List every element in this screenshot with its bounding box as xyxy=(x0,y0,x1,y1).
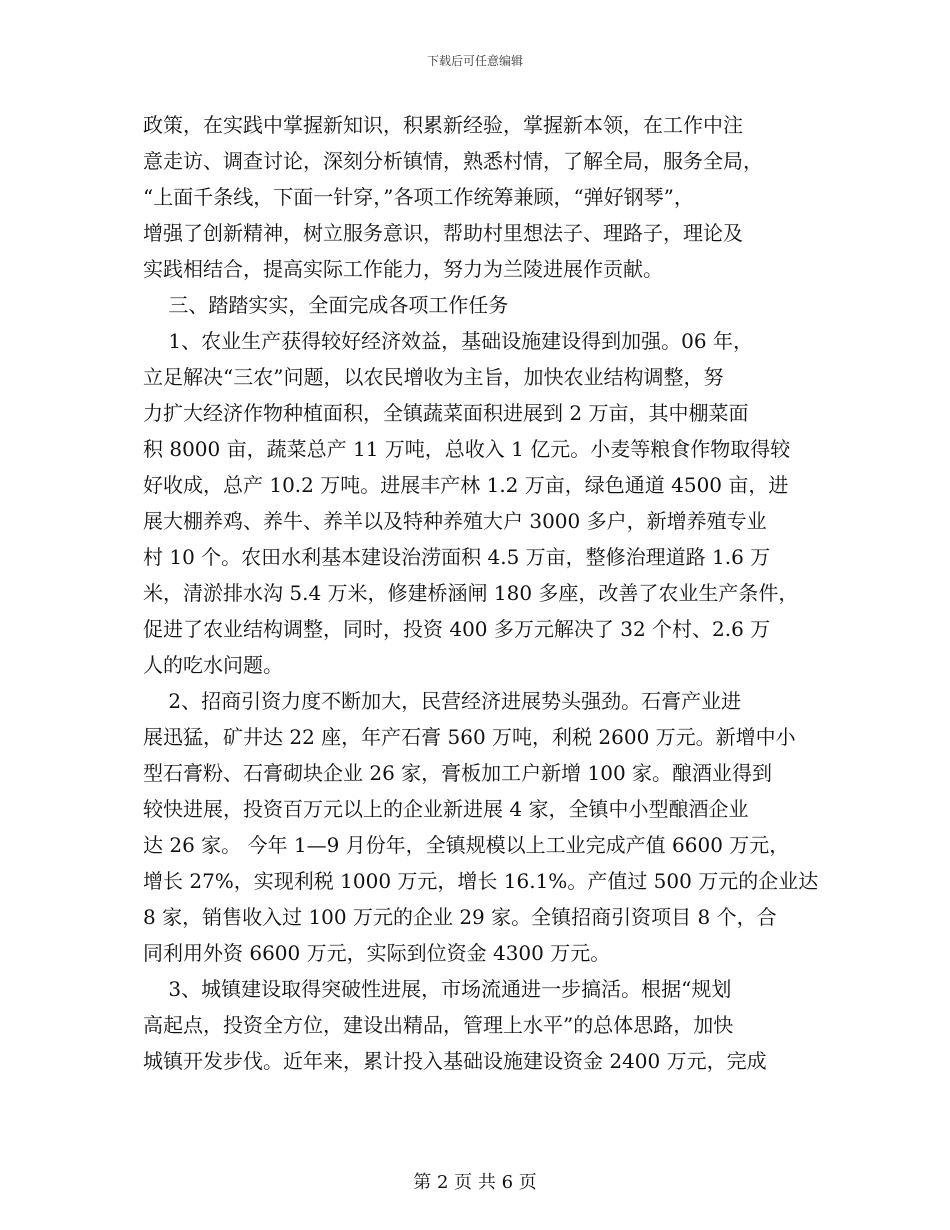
text-line: 政策，在实践中掌握新知识，积累新经验，掌握新本领，在工作中注 xyxy=(143,113,743,137)
section-heading: 三、踏踏实实，全面完成各项工作任务 xyxy=(143,293,509,317)
text-line: 3、城镇建设取得突破性进展，市场流通进一步搞活。根据“规划 xyxy=(143,977,732,1001)
text-line: 较快进展，投资百万元以上的企业新进展 4 家，全镇中小型酿酒企业 xyxy=(143,797,749,821)
text-line: 人的吃水问题。 xyxy=(143,653,283,677)
text-line: 立足解决“三农”问题，以农民增收为主旨，加快农业结构调整，努 xyxy=(143,365,724,389)
text-line: 高起点，投资全方位，建设出精品，管理上水平”的总体思路，加快 xyxy=(143,1013,734,1037)
text-line: 力扩大经济作物种植面积，全镇蔬菜面积进展到 2 万亩，其中棚菜面 xyxy=(143,401,749,425)
text-line: 城镇开发步伐。近年来，累计投入基础设施建设资金 2400 万元，完成 xyxy=(143,1049,767,1073)
text-line: 好收成，总产 10.2 万吨。进展丰产林 1.2 万亩，绿色通道 4500 亩，进 xyxy=(143,473,789,497)
text-line: 达 26 家。 今年 1—9 月份年，全镇规模以上工业完成产值 6600 万元， xyxy=(143,833,790,857)
text-line: 同利用外资 6600 万元，实际到位资金 4300 万元。 xyxy=(143,941,611,965)
text-line: 8 家，销售收入过 100 万元的企业 29 家。全镇招商引资项目 8 个，合 xyxy=(143,905,777,929)
text-line: 促进了农业结构调整，同时，投资 400 多万元解决了 32 个村、2.6 万 xyxy=(143,617,771,641)
page-footer: 第 2 页 共 6 页 xyxy=(413,1172,537,1193)
text-line: 展迅猛，矿井达 22 座，年产石膏 560 万吨，利税 2600 万元。新增中小 xyxy=(143,725,796,749)
text-line: 2、招商引资力度不断加大，民营经济进展势头强劲。石膏产业进 xyxy=(143,689,742,713)
text-line: 增强了创新精神，树立服务意识，帮助村里想法子、理路子，理论及 xyxy=(143,221,743,245)
page-header: 下载后可任意编辑 xyxy=(426,54,523,68)
text-line: “上面千条线，下面一针穿，”各项工作统筹兼顾，“弹好钢琴”， xyxy=(143,185,694,209)
text-line: 米，清淤排水沟 5.4 万米，修建桥涵闸 180 多座，改善了农业生产条件， xyxy=(143,581,799,605)
body-text xyxy=(143,107,823,1079)
text-line: 积 8000 亩，蔬菜总产 11 万吨，总收入 1 亿元。小麦等粮食作物取得较 xyxy=(143,437,791,461)
text-line: 1、农业生产获得较好经济效益，基础设施建设得到加强。06 年， xyxy=(143,329,753,353)
text-line: 增长 27%，实现利税 1000 万元，增长 16.1%。产值过 500 万元的企业达 xyxy=(143,869,819,893)
text-line: 型石膏粉、石膏砌块企业 26 家，膏板加工户新增 100 家。酿酒业得到 xyxy=(143,761,773,785)
text-line: 实践相结合，提高实际工作能力，努力为兰陵进展作贡献。 xyxy=(143,257,663,281)
text-line: 村 10 个。农田水利基本建设治涝面积 4.5 万亩，整修治理道路 1.6 万 xyxy=(143,545,771,569)
text-line: 意走访、调查讨论，深刻分析镇情，熟悉村情，了解全局，服务全局， xyxy=(143,149,763,173)
text-line: 展大棚养鸡、养牛、养羊以及特种养殖大户 3000 多户，新增养殖专业 xyxy=(143,509,767,533)
